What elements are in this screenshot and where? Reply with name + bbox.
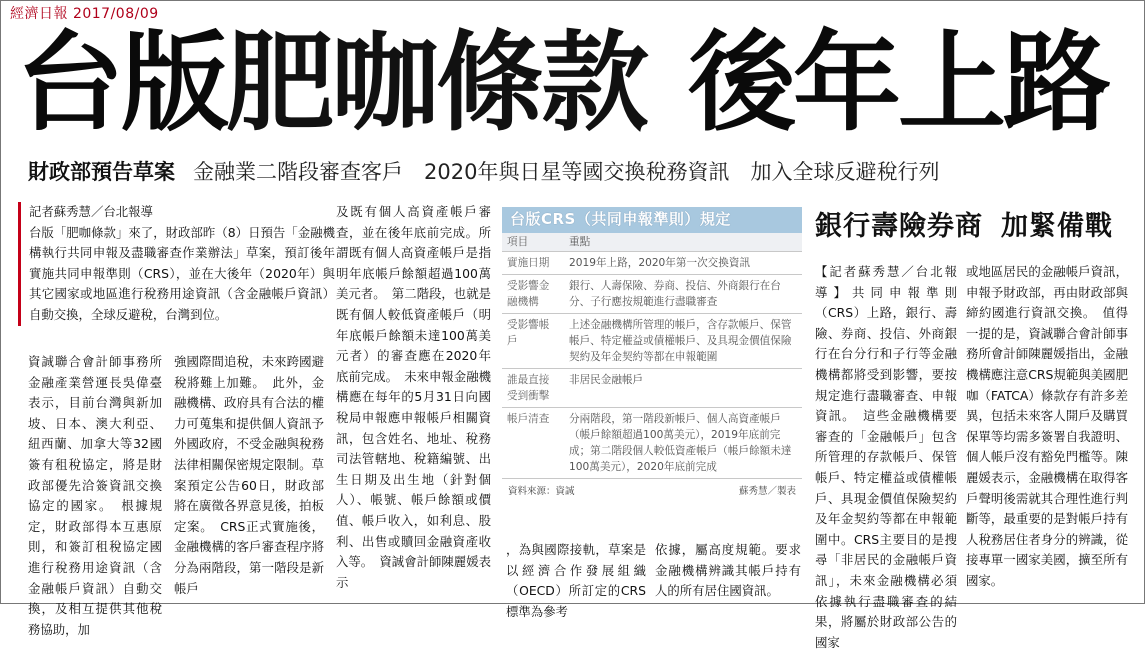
headline-part-1: 台版 <box>16 21 227 146</box>
column-text: 資誠聯合會計師事務所金融產業營運長吳偉臺表示，目前台灣與新加坡、日本、澳大利亞、紐西蘭、加拿大等32國簽有租稅協定，將是財政部優先洽簽資訊交換協定的國家。 根據規定，財政部得本互惠原則，和簽訂租稅協定國進行稅務用途資訊（含金融帳戶資訊）自動交換，及相互提供其他稅務協助，加 <box>28 354 162 637</box>
table-title: 台版CRS（共同申報準則）規定 <box>502 207 802 233</box>
row-key: 誰最直接受到衝擊 <box>502 369 564 408</box>
crs-rules-table <box>502 207 802 535</box>
column-text: ，為與國際接軌，草案是以經濟合作發展組織（OECD）所訂定的CRS標準為參考 <box>506 542 646 619</box>
header-item: 項目 <box>502 233 564 252</box>
article-column-4 <box>506 540 646 622</box>
row-value: 銀行、人壽保險、券商、投信、外商銀行在台分、子行應按規範進行盡職審查 <box>564 275 802 314</box>
rules-table <box>502 233 802 479</box>
lead-byline: 記者蘇秀慧／台北報導 <box>29 204 153 219</box>
side-headline <box>815 204 1113 243</box>
column-text: 強國際間追稅，未來跨國避稅將難上加難。 此外，金融機構、政府具有合法的權力可蒐集和提供個人資訊予外國政府，不受金融與稅務法律相關保密規定限制。草案預定公告60日，財政部將在廣徵各界意見後，拍板定案。 CRS正式實施後，金融機構的客戶審查程序將分為兩階段，第一階段是新帳戶 <box>174 354 324 596</box>
table-row <box>502 369 802 408</box>
column-text: 【記者蘇秀慧／台北報導】共同申報準則（CRS）上路，銀行、壽險、券商、投信、外商銀行在台分行和子行等金融機構都將受到影響，要按規定進行盡職審查、申報資訊。 這些金融機構要審查的「金融帳戶」包含所管理的存款帳戶、保管帳戶、特定權益或債權帳戶、具現金價值保險契約及年金契約等都在申報範圍中。CRS主要目的是搜尋「非居民的金融帳戶資訊」，未來金融機構必須依據執行盡職審查的結果，將屬於財政部公告的國家 <box>815 264 957 650</box>
row-value: 分兩階段，第一階段新帳戶、個人高資產帳戶（帳戶餘額超過100萬美元），2019年底前完成；第二階段個人較低資產帳戶（帳戶餘額未達100萬美元），2020年底前完成 <box>564 408 802 479</box>
table-row <box>502 275 802 314</box>
table-row <box>502 252 802 275</box>
article-column-3 <box>336 202 491 593</box>
table-header-row <box>502 233 802 252</box>
column-text: 依據，屬高度規範。要求金融機構辨識其帳戶持有人的所有居住國資訊。 <box>655 542 801 599</box>
row-key: 帳戶清查 <box>502 408 564 479</box>
sub-headline-bold: 財政部預告草案 <box>28 160 175 184</box>
row-value: 非居民金融帳戶 <box>564 369 802 408</box>
headline-part-2: 肥咖條款 <box>226 21 647 146</box>
article-column-1 <box>28 352 162 640</box>
header-point: 重點 <box>564 233 802 252</box>
sub-headline-rest: 金融業二階段審查客戶 2020年與日星等國交換稅務資訊 加入全球反避稅行列 <box>193 160 940 184</box>
lead-paragraph <box>18 202 335 326</box>
side-headline-part-1: 銀行壽險券商 <box>815 211 983 242</box>
article-column-5 <box>655 540 801 602</box>
column-text: 及既有個人高資產帳戶審查，並在後年底前完成。所謂既有個人高資產帳戶是指明年底帳戶餘額超過100萬美元者。 第二階段，也就是既有個人較低資產帳戶（明年底帳戶餘額未達100萬美元者）的審查應在2020年底前完成。 未來申報金融機構應在每年的5月31日向國稅局申報應申報帳戶相關資訊，包含姓名、地址、稅務司法管轄地、稅籍編號、出生日期及出生地（針對個人）、帳號、帳戶餘額或價值、帳戶收入，如利息、股利、出售或贖回金融資產收入等。 資誠會計師陳麗媛表示 <box>336 204 491 590</box>
table-source: 資料來源：資誠 <box>508 486 575 497</box>
table-credit: 蘇秀慧／製表 <box>738 486 796 497</box>
article-column-6 <box>815 262 957 653</box>
article-column-7 <box>966 262 1128 592</box>
sub-headline <box>28 158 939 186</box>
column-text: 或地區居民的金融帳戶資訊，申報予財政部，再由財政部與締約國進行資訊交換。 值得一提的是，資誠聯合會計師事務所會計師陳麗媛指出，金融機構應注意CRS規範與美國肥咖（FATCA）條款存有許多差異，包括未來客人開戶及購買保單等均需多簽署自我證明、個人帳戶沒有豁免門檻等。陳麗媛表示，金融機構在取得客戶聲明後需就其合理性進行判斷等，最重要的是對帳戶持有人稅務居住者身分的辨識，從接專單一國家美國，擴至所有國家。 <box>966 264 1128 588</box>
row-key: 實施日期 <box>502 252 564 275</box>
lead-text: 台版「肥咖條款」來了，財政部昨（8）日預告「金融機構執行共同申報及盡職審查作業辦法」草案，預訂後年實施共同申報準則（CRS），並在大後年（2020年）與其它國家或地區進行稅務用途資訊（含金融帳戶資訊）自動交換，全球反避稅，台灣到位。 <box>29 224 335 322</box>
newspaper-source-date: 經濟日報 2017/08/09 <box>10 6 159 22</box>
side-headline-part-2: 加緊備戰 <box>1001 211 1113 242</box>
row-value: 上述金融機構所管理的帳戶，含存款帳戶、保管帳戶、特定權益或債權帳戶、及具現金價值保險契約及年金契約等都在申報範圍 <box>564 314 802 369</box>
row-value: 2019年上路，2020年第一次交換資訊 <box>564 252 802 275</box>
table-row <box>502 314 802 369</box>
row-key: 受影響金融機構 <box>502 275 564 314</box>
main-headline <box>16 18 1131 150</box>
table-footnote <box>502 483 802 497</box>
row-key: 受影響帳戶 <box>502 314 564 369</box>
headline-part-3: 後年上路 <box>688 21 1109 146</box>
table-row <box>502 408 802 479</box>
article-column-2 <box>174 352 324 599</box>
